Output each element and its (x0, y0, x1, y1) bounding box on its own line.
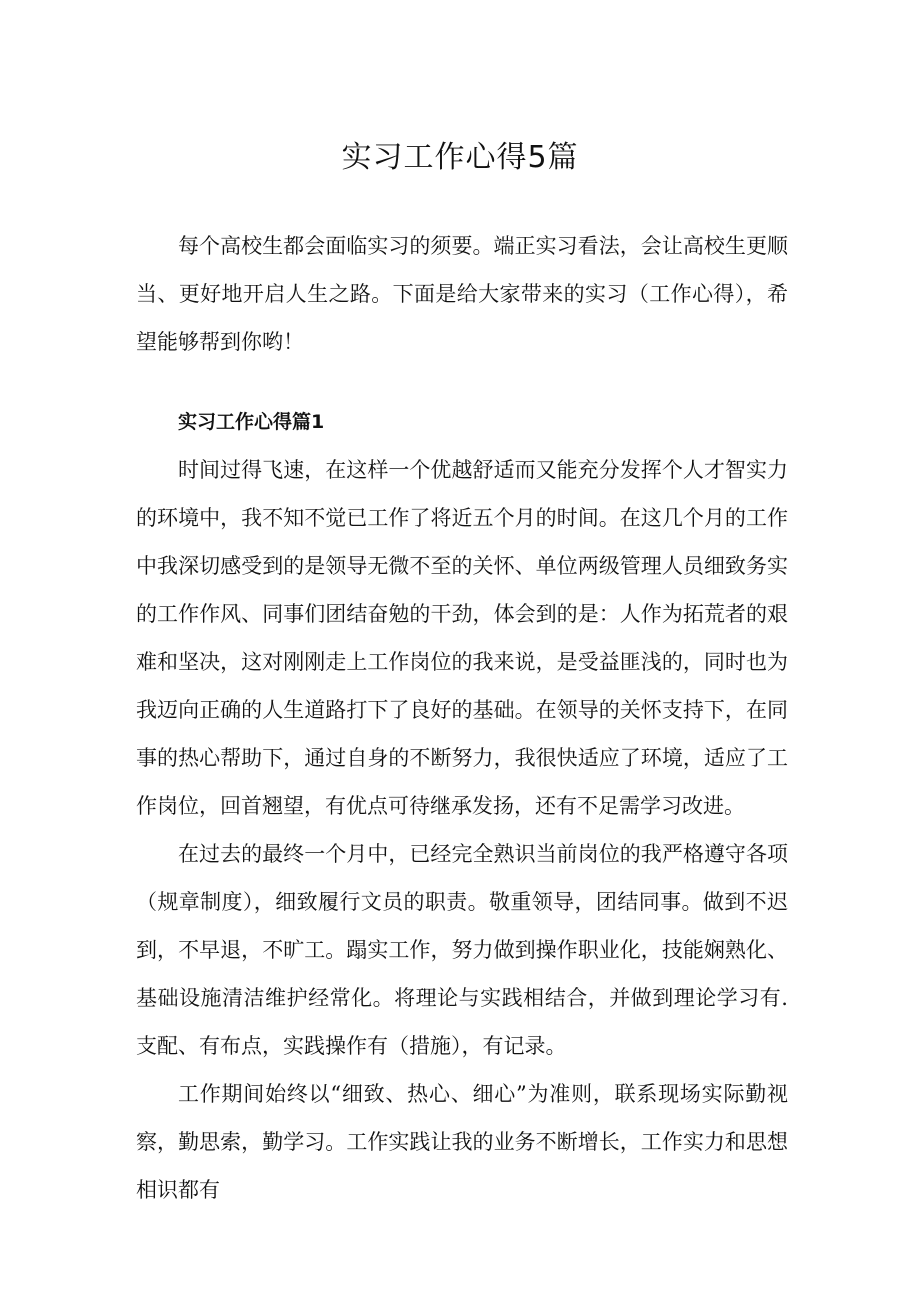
section-heading: 实习工作心得篇1 (178, 411, 325, 433)
body-paragraph: 工作期间始终以“细致、热心、细心”为准则，联系现场实际勤视察，勤思索，勤学习。工作实践让我的业务不断增长，工作实力和思想相识都有 (136, 1082, 788, 1202)
document-title: 实习工作心得5篇 (341, 140, 579, 175)
body-paragraph: 在过去的最终一个月中，已经完全熟识当前岗位的我严格遵守各项（规章制度），细致履行文员的职责。敬重领导，团结同事。做到不迟到，不早退，不旷工。蹋实工作，努力做到操作职业化，技能娴熟化、基础设施清洁维护经常化。将理论与实践相结合，并做到理论学习有.支配、有布点，实践操作有（措施），有记录。 (136, 842, 788, 1058)
body-paragraph: 时间过得飞速，在这样一个优越舒适而又能充分发挥个人才智实力的环境中，我不知不觉已工作了将近五个月的时间。在这几个月的工作中我深切感受到的是领导无微不至的关怀、单位两级管理人员细致务实的工作作风、同事们团结奋勉的干劲，体会到的是：人作为拓荒者的艰难和坚决，这对刚刚走上工作岗位的我来说，是受益匪浅的，同时也为我迈向正确的人生道路打下了良好的基础。在领导的关怀支持下，在同事的热心帮助下，通过自身的不断努力，我很快适应了环境，适应了工作岗位，回首翘望，有优点可待继承发扬，还有不足需学习改进。 (136, 458, 788, 818)
intro-paragraph: 每个高校生都会面临实习的须要。端正实习看法，会让高校生更顺当、更好地开启人生之路。下面是给大家带来的实习（工作心得），希望能够帮到你哟！ (136, 234, 788, 354)
